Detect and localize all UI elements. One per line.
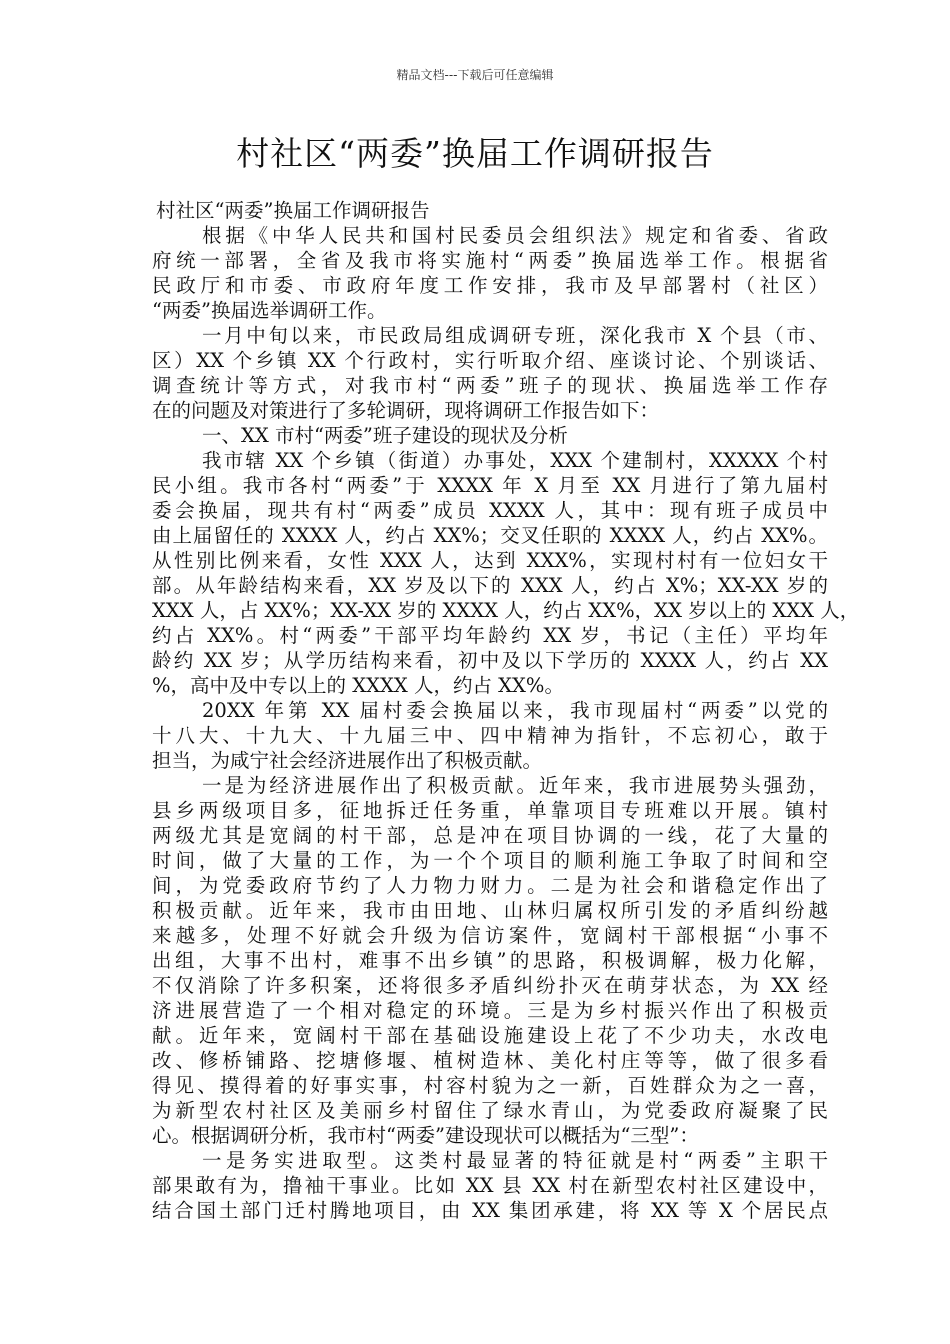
text-line: 由上届留任的 XXXX 人，约占 XX%；交叉任职的 XXXX 人，约占 XX%。 <box>152 524 828 547</box>
text-line: 两级尤其是宽阔的村干部，总是冲在项目协调的一线，花了大量的 <box>152 824 828 847</box>
text-line: 约占 XX%。村“两委”干部平均年龄约 XX 岁，书记（主任）平均年 <box>152 624 828 647</box>
text-line: 十八大、十九大、十九届三中、四中精神为指针，不忘初心，敢于 <box>152 724 828 747</box>
text-line: 部。从年龄结构来看，XX 岁及以下的 XXX 人，约占 X%；XX-XX 岁的 <box>152 574 828 597</box>
text-line: XXX 人，占 XX%；XX-XX 岁的 XXXX 人，约占 XX%，XX 岁以上的 XXX 人， <box>152 599 860 622</box>
text-line: 间，为党委政府节约了人力物力财力。二是为社会和谐稳定作出了 <box>152 874 828 897</box>
text-line: 我市辖 XX 个乡镇（街道）办事处，XXX 个建制村，XXXXX 个村 <box>202 449 828 472</box>
text-line: 积极贡献。近年来，我市由田地、山林归属权所引发的矛盾纠纷越 <box>152 899 828 922</box>
text-line: 结合国土部门迁村腾地项目，由 XX 集团承建，将 XX 等 X 个居民点 <box>152 1199 828 1222</box>
text-line: %，高中及中专以上的 XXXX 人，约占 XX%。 <box>152 674 564 697</box>
text-line: 改、修桥铺路、挖塘修堰、植树造林、美化村庄等等，做了很多看 <box>152 1049 828 1072</box>
text-line: 来越多，处理不好就会升级为信访案件，宽阔村干部根据“小事不 <box>152 924 828 947</box>
text-line: 济进展营造了一个相对稳定的环境。三是为乡村振兴作出了积极贡 <box>152 999 828 1022</box>
text-line: 在的问题及对策进行了多轮调研，现将调研工作报告如下： <box>152 399 660 422</box>
document-title: 村社区“两委”换届工作调研报告 <box>236 134 714 173</box>
text-line: 担当，为咸宁社会经济进展作出了积极贡献。 <box>152 749 543 772</box>
text-line: 为新型农村社区及美丽乡村留住了绿水青山，为党委政府凝聚了民 <box>152 1099 828 1122</box>
text-line: 区）XX 个乡镇 XX 个行政村，实行听取介绍、座谈讨论、个别谈话、 <box>152 349 828 372</box>
document-body <box>152 198 860 1223</box>
text-line: 从性别比例来看，女性 XXX 人，达到 XXX%，实现村村有一位妇女干 <box>152 549 828 572</box>
text-line: 献。近年来，宽阔村干部在基础设施建设上花了不少功夫，水改电 <box>152 1024 828 1047</box>
text-line: 县乡两级项目多，征地拆迁任务重，单靠项目专班难以开展。镇村 <box>152 799 828 822</box>
text-line: 一月中旬以来，市民政局组成调研专班，深化我市 X 个县（市、 <box>202 324 828 347</box>
text-line: 部果敢有为，撸袖干事业。比如 XX 县 XX 村在新型农村社区建设中， <box>152 1174 828 1197</box>
text-line: 龄约 XX 岁；从学历结构来看，初中及以下学历的 XXXX 人，约占 XX <box>152 649 828 672</box>
header-note: 精品文档---下载后可任意编辑 <box>396 68 554 82</box>
text-line: 一是务实进取型。这类村最显著的特征就是村“两委”主职干 <box>202 1149 828 1172</box>
text-line: 20XX 年第 XX 届村委会换届以来，我市现届村“两委”以党的 <box>202 699 828 722</box>
text-line: 一、XX 市村“两委”班子建设的现状及分析 <box>202 424 568 447</box>
text-line: 府统一部署，全省及我市将实施村“两委”换届选举工作。根据省 <box>152 249 828 272</box>
text-line: 心。根据调研分析，我市村“两委”建设现状可以概括为“三型”： <box>152 1124 699 1147</box>
text-line: 委会换届，现共有村“两委”成员 XXXX 人，其中：现有班子成员中 <box>152 499 828 522</box>
text-line: 村社区“两委”换届工作调研报告 <box>156 199 430 222</box>
text-line: 民小组。我市各村“两委”于 XXXX 年 X 月至 XX 月进行了第九届村 <box>152 474 828 497</box>
text-line: 得见、摸得着的好事实事，村容村貌为之一新，百姓群众为之一喜， <box>152 1074 828 1097</box>
text-line: 一是为经济进展作出了积极贡献。近年来，我市进展势头强劲， <box>202 774 828 797</box>
text-line: 根据《中华人民共和国村民委员会组织法》规定和省委、省政 <box>202 224 828 247</box>
text-line: 时间，做了大量的工作，为一个个项目的顺利施工争取了时间和空 <box>152 849 828 872</box>
text-line: 出组，大事不出村，难事不出乡镇”的思路，积极调解，极力化解， <box>152 949 828 972</box>
text-line: “两委”换届选举调研工作。 <box>152 299 387 322</box>
text-line: 调查统计等方式，对我市村“两委”班子的现状、换届选举工作存 <box>152 374 828 397</box>
text-line: 不仅消除了许多积案，还将很多矛盾纠纷扑灭在萌芽状态，为 XX 经 <box>152 974 828 997</box>
text-line: 民政厅和市委、市政府年度工作安排，我市及早部署村（社区） <box>152 274 828 297</box>
